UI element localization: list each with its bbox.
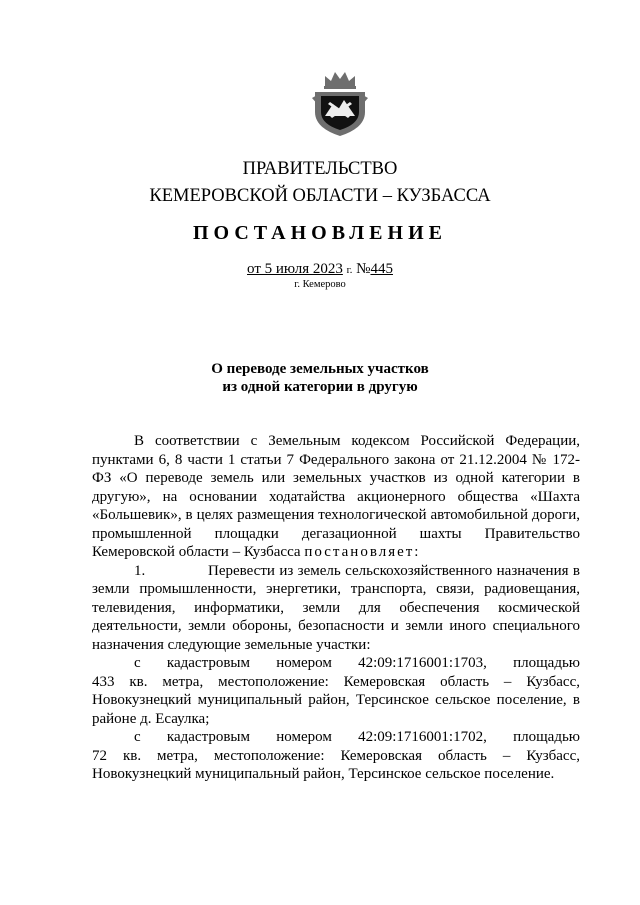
preamble-text: В соответствии с Земельным кодексом Российской Федерации, пунктами 6, 8 части 1 статьи 7 Федерального закона от 21.12.2004 № 172-ФЗ «О переводе земель или земельных участков из одной категории в другую», на основании ходатайства акционерного общества «Шахта «Большевик», в целях размещения технологической автомобильной дороги, промышленной площадки дегазационной шахты Правительство Кемеровской области – Кузбасса [92,433,580,560]
plot-1-first-line: с кадастровым номером 42:09:1716001:1703, площадью [134,655,581,671]
item-1-text: Перевести из земель сельскохозяйственного назначения в земли промышленности, энергетики, транспорта, связи, радиовещания, телевидения, информатики, земли для обеспечения космической деятельности, земли обороны, безопасности и земли иного специального назначения следующие земельные участки: [92,562,580,653]
title-line2: из одной категории в другую [222,379,418,395]
plot-1 [92,654,580,728]
number-sign: № [356,261,371,277]
document-type: ПОСТАНОВЛЕНИЕ [193,222,447,244]
paragraph-item-1 [92,562,580,655]
resolution-word: постановляет: [304,544,421,560]
document-title [0,360,640,396]
document-date: от 5 июля 2023 [247,261,343,277]
paragraph-preamble [92,432,580,562]
city: г. Кемерово [294,279,346,290]
plot-2-first-line: с кадастровым номером 42:09:1716001:1702, площадью [134,729,581,745]
plot-2-details: 72 кв. метра, местоположение: Кемеровская область – Кузбасс, Новокузнецкий муниципальный район, Терсинское сельское поселение. [92,747,580,782]
item-number: 1. [134,562,146,579]
document-body [92,432,580,784]
government-name-line1: ПРАВИТЕЛЬСТВО [242,159,398,179]
year-suffix: г. [346,265,353,276]
plot-1-details: 433 кв. метра, местоположение: Кемеровская область – Кузбасс, Новокузнецкий муниципальный район, Терсинское сельское поселение, в районе д. Есаулка; [92,673,580,727]
government-name-line2: КЕМЕРОВСКОЙ ОБЛАСТИ – КУЗБАССА [149,186,491,206]
coat-of-arms-icon [311,66,369,138]
plot-2 [92,728,580,784]
title-line1: О переводе земельных участков [211,361,429,377]
document-number: 445 [370,261,393,277]
date-number-line [0,261,640,279]
